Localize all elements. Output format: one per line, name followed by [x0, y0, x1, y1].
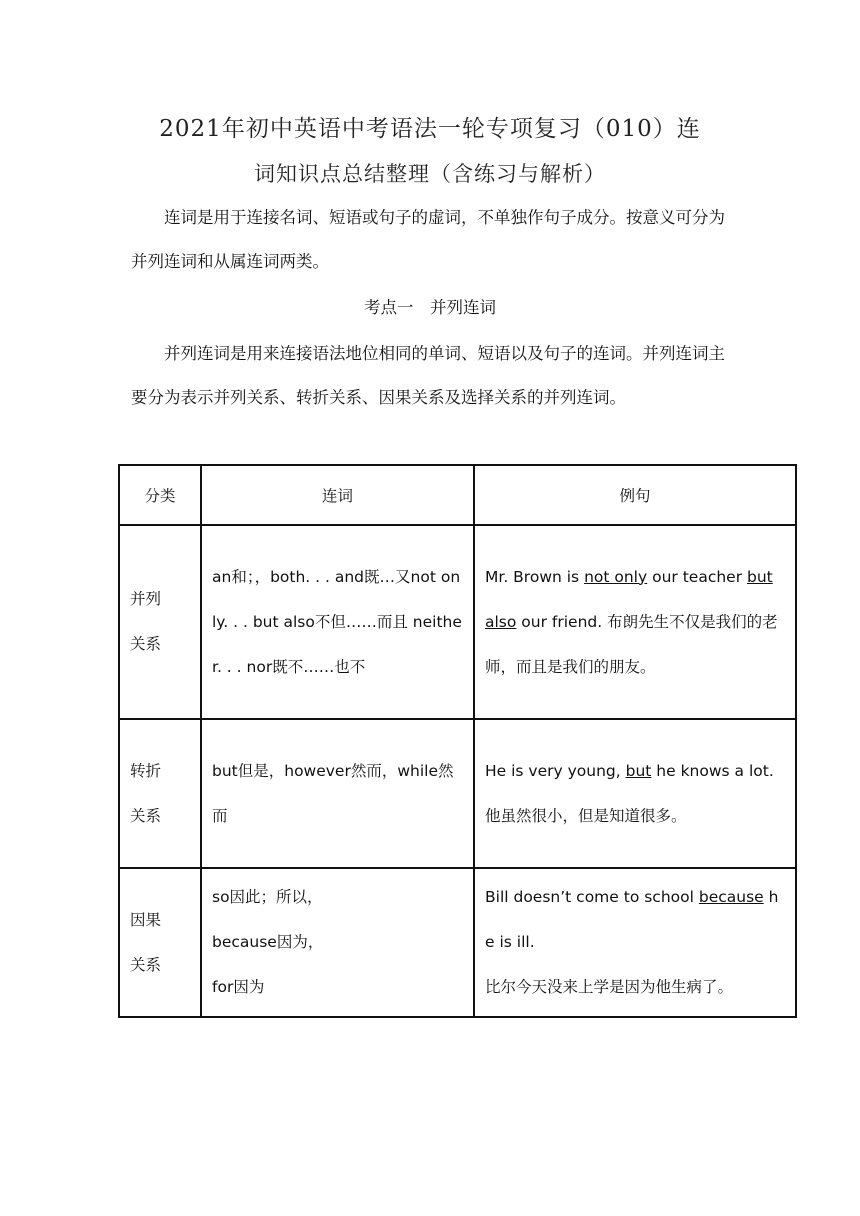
table-row [119, 868, 796, 1017]
table-row [119, 525, 796, 719]
underlined-conjunction: because [698, 888, 764, 906]
conjunctions-cell: an和；，both. . . and既…又not only. . . but also不但……而且 neither. . . nor既不……也不 [201, 525, 474, 719]
intro-paragraph: 连词是用于连接名词、短语或句子的虚词，不单独作句子成分。按意义可分为并列连词和从属连词两类。 [131, 208, 725, 271]
example-text: Mr. Brown is [485, 567, 585, 586]
example-sentence [485, 875, 785, 965]
example-cell [474, 719, 796, 868]
conjunction-line: so因此；所以， [212, 888, 323, 906]
example-translation: 比尔今天没来上学是因为他生病了。 [485, 978, 734, 996]
category-cell [119, 525, 201, 719]
example-text: Bill doesn’t come to school [485, 888, 699, 906]
category-label: 关系 [130, 806, 162, 825]
category-label: 转折 [130, 761, 162, 780]
header-conjunctions: 连词 [201, 465, 474, 525]
conjunction-line: for因为 [212, 978, 265, 996]
section-heading: 考点一 并列连词 [364, 298, 496, 317]
category-cell [119, 868, 201, 1017]
conjunctions-cell [201, 868, 474, 1017]
section-paragraph: 并列连词是用来连接语法地位相同的单词、短语以及句子的连词。并列连词主要分为表示并列关系、转折关系、因果关系及选择关系的并列连词。 [131, 344, 725, 407]
category-label: 关系 [130, 635, 162, 653]
conjunction-table [118, 464, 797, 1018]
conjunction-line: because因为， [212, 933, 324, 951]
category-label: 因果 [130, 910, 162, 929]
category-cell [119, 719, 201, 868]
example-translation: 他虽然很小，但是知道很多。 [485, 806, 687, 825]
category-label: 并列 [130, 590, 162, 608]
header-example: 例句 [474, 465, 796, 525]
header-category: 分类 [119, 465, 201, 525]
example-text: our teacher [647, 567, 747, 586]
table-row [119, 719, 796, 868]
document-title-line-2: 词知识点总结整理（含练习与解析） [254, 162, 606, 186]
example-cell [474, 868, 796, 1017]
category-label: 关系 [130, 955, 162, 974]
example-text: he knows a lot. [651, 761, 774, 780]
underlined-conjunction: but also [485, 567, 773, 631]
conjunctions-cell: but但是，however然而，while然而 [201, 719, 474, 868]
example-text: He is very young, [485, 761, 626, 780]
underlined-conjunction: but [625, 761, 652, 780]
example-text: our friend. 布朗先生不仅是我们的老师，而且是我们的朋友。 [485, 612, 778, 676]
document-title-line-1: 2021年初中英语中考语法一轮专项复习（010）连 [159, 116, 701, 142]
underlined-conjunction: not only [584, 567, 648, 586]
table-header-row [119, 465, 796, 525]
example-sentence [485, 749, 785, 794]
example-text: he is ill. [485, 888, 779, 951]
example-cell [474, 525, 796, 719]
